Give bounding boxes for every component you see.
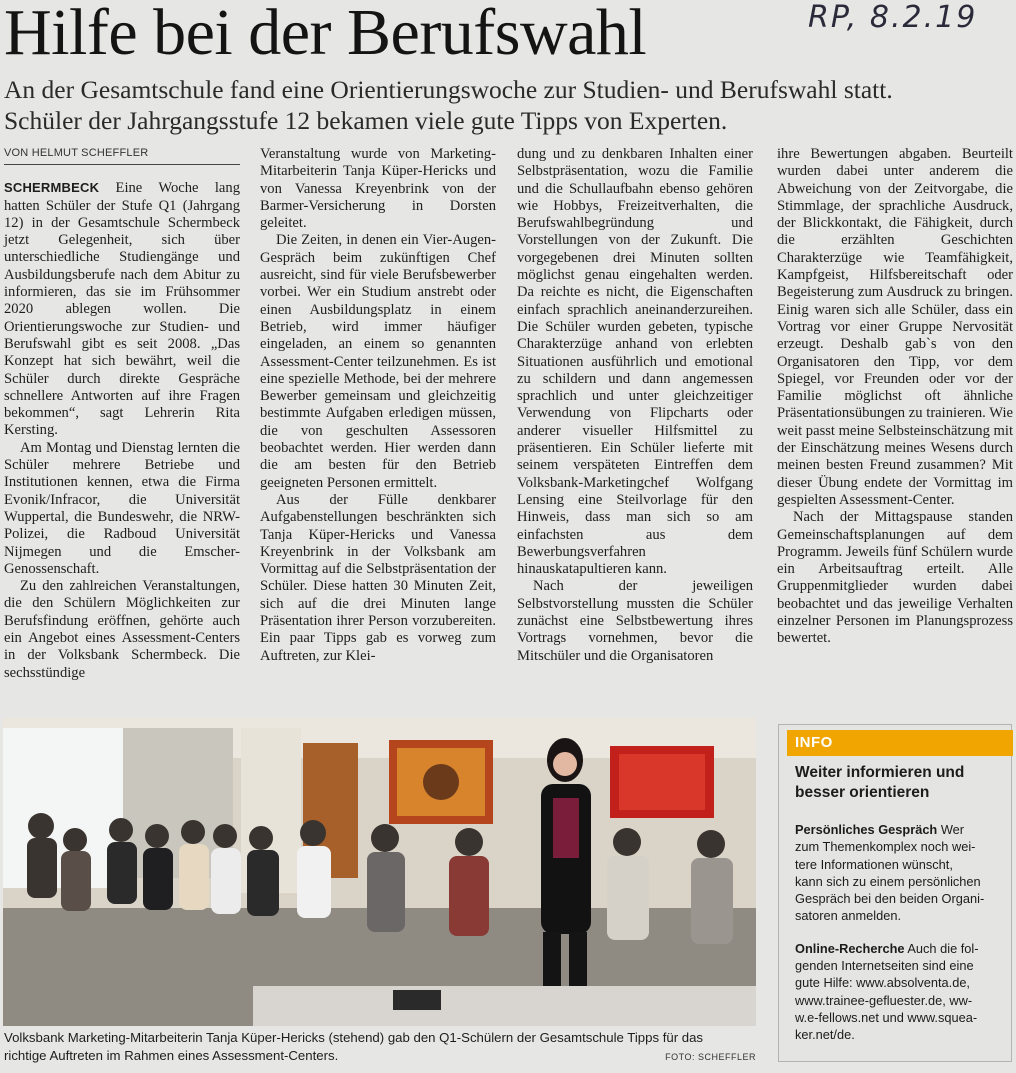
paragraph: Am Montag und Dienstag lernten die Schüler mehrere Betriebe und Institutionen kennen, etwa die Firma Evonik/Infracor, die Universität Wuppertal, die Bundeswehr, die NRW-Polizei, die Radboud Universität Nijmegen und die Emscher-Genossenschaft. <box>4 439 240 577</box>
headline: Hilfe bei der Berufswahl <box>4 0 647 69</box>
paragraph: Die Zeiten, in denen ein Vier-Augen-Gespräch beim zukünftigen Chef ausreicht, sind für viele Berufsbewerber vorbei. Wer ein Studium anstrebt oder einen Ausbildungsplatz in einem Betrieb, wird immer häufiger eingeladen, an einem so genannten Assessment-Center teilzunehmen. Es ist eine spezielle Methode, bei der mehrere Bewerber gemeinsam und gleichzeitig bestimmte Aufgaben erledigen müssen, die von geschulten Assessoren beobachtet werden. Hier werden dann die am besten für den Betrieb geeigneten Personen ermittelt. <box>260 232 496 491</box>
text-column-2 <box>260 146 496 665</box>
photo-illustration <box>3 718 756 1026</box>
info-box <box>778 724 1012 1062</box>
info-paragraph-personal <box>795 821 1007 925</box>
info-line: gute Hilfe: www.absolventa.de, <box>795 975 970 991</box>
text-column-4 <box>777 146 1013 648</box>
text-column-1 <box>4 145 240 682</box>
info-line: tere Informationen wünscht, <box>795 856 953 872</box>
info-label: INFO <box>787 730 1013 756</box>
subhead-line: Schüler der Jahrgangsstufe 12 bekamen viele gute Tipps von Experten. <box>4 106 728 135</box>
subheadline <box>4 74 1009 136</box>
info-line: w.e-fellows.net und www.squea- <box>795 1009 978 1025</box>
paragraph: Nach der jeweiligen Selbstvorstellung mussten die Schüler zunächst eine Selbstbewertung ihres Vortrags vornehmen, bevor die Mitschüler und die Organisatoren <box>517 578 753 664</box>
paragraph <box>4 179 240 439</box>
info-title-line: Weiter informieren und <box>795 764 965 781</box>
info-line <box>795 821 1007 838</box>
photo-credit: FOTO: SCHEFFLER <box>665 1052 756 1062</box>
caption-line: Volksbank Marketing-Mitarbeiterin Tanja Küper-Hericks (stehend) gab den Q1-Schülern der Gesamtschule Tipps für das <box>4 1030 704 1045</box>
info-line: www.trainee-gefluester.de, ww- <box>795 992 973 1008</box>
paragraph: Veranstaltung wurde von Marketing-Mitarbeiterin Tanja Küper-Hericks und von Vanessa Kreyenbrink von der Barmer-Versicherung in Dorsten geleitet. <box>260 146 496 232</box>
paragraph: ihre Bewertungen abgaben. Beurteilt wurden dabei unter anderem die Abweichung von der Zeitvorgabe, die Stimmlage, der sprachliche Ausdruck, der Blickkontakt, die Fähigkeit, durch die erzählten Geschichten Charakterzüge wie Teamfähigkeit, Kampfgeist, Hilfsbereitschaft oder Begeisterung zum Ausdruck zu bringen. Einig waren sich alle Schüler, dass ein Vortrag vor einer Gruppe Nervosität erzeugt. Deshalb gab`s von den Organisatoren den Tipp, vor dem Spiegel, vor Freunden oder vor der Familie möglichst oft ähnliche Präsentationsübungen zu trainieren. Wie weit passt meine Selbsteinschätzung mit der Einschätzung meines Wesens durch meinen besten Freund zusammen? Mit dieser Übung endete der Vormittag im gespielten Assessment-Center. <box>777 146 1013 508</box>
info-line-text: Wer <box>937 822 965 837</box>
info-body <box>795 821 1007 1044</box>
info-title <box>795 763 1009 803</box>
paragraph: dung und zu denkbaren Inhalten einer Selbstpräsentation, wozu die Familie und die Schullaufbahn ebenso gehören wie Hobbys, Freizeitverhalten, die Berufswahlbegründung und Vorstellungen von der Zukunft. Die vorgegebenen drei Minuten sollten möglichst genau eingehalten werden. Da reichte es nicht, die Eigenschaften einfach sprachlich aneinanderzureihen. Die Schüler wurden gebeten, typische Charakterzüge anhand von erlebten Situationen ausführlich und emotional zu schildern und dann angemessen sprachlich und unter gleichzeitiger Verwendung von Flipcharts oder anderer visueller Hilfsmittel zu präsentieren. Ein Schüler lieferte mit seinem verspäteten Eintreffen dem Volksbank-Marketingchef Wolfgang Lensing eine Steilvorlage für den Hinweis, dass man sich so am einfachsten aus dem Bewerbungsverfahren hinauskatapultieren kann. <box>517 146 753 578</box>
info-line: Gespräch bei den beiden Organi- <box>795 891 985 907</box>
info-paragraph-online <box>795 940 1007 1044</box>
info-line: ker.net/de. <box>795 1027 855 1043</box>
info-line-text: Auch die fol- <box>904 940 979 956</box>
info-title-line: besser orientieren <box>795 784 930 801</box>
caption-line: richtige Auftreten im Rahmen eines Assessment-Centers. <box>4 1048 339 1063</box>
subhead-line: An der Gesamtschule fand eine Orientierungswoche zur Studien- und Berufswahl statt. <box>4 75 893 104</box>
text-column-3 <box>517 146 753 665</box>
paragraph: Zu den zahlreichen Veranstaltungen, die den Schülern Möglichkeiten zur Berufsfindung eröffnen, gehörte auch ein Angebot eines Assessment-Centers in der Volksbank Schermbeck. Die sechsstündige <box>4 578 240 681</box>
info-line: kann sich zu einem persönlichen <box>795 873 981 889</box>
photo-caption <box>4 1029 756 1065</box>
article-photo <box>3 718 756 1026</box>
paragraph: Aus der Fülle denkbarer Aufgabenstellungen beschränkten sich Tanja Küper-Hericks und Vanessa Kreyenbrink in der Volksbank am Vormittag auf die Selbstpräsentation der Schüler. Diese hatten 30 Minuten Zeit, sich auf die drei Minuten lange Präsentation ihrer Person vorzubereiten. Ein paar Tipps gab es vorweg zum Auftreten, zur Klei- <box>260 491 496 664</box>
info-subhead: Persönliches Gespräch <box>795 822 938 837</box>
info-line: genden Internetseiten sind eine <box>795 958 974 974</box>
paragraph: Nach der Mittagspause standen Gemeinschaftsplanungen auf dem Programm. Jeweils fünf Schülern wurde ein Arbeitsauftrag erteilt. Alle Gruppenmitglieder wurden dabei beobachtet und das jeweilige Verhalten einzelner Personen im Planungsprozess bewertet. <box>777 509 1013 647</box>
dateline: SCHERMBECK <box>4 180 100 196</box>
byline: VON HELMUT SCHEFFLER <box>4 145 240 165</box>
info-line: zum Themenkomplex noch wei- <box>795 839 976 855</box>
paragraph-text: Eine Woche lang hatten Schüler der Stufe Q1 (Jahrgang 12) in der Gesamtschule Schermbeck jetzt Gelegenheit, sich über unterschiedliche Studiengänge und Ausbildungsberufe nach dem Abitur zu informieren, das sie im Frühsommer 2020 ablegen wollen. Die Orientierungswoche zur Studien- und Berufswahl gibt es seit 2008. „Das Konzept hat sich bewährt, weil die Schüler durch direkte Gespräche schnellere Antworten auf ihre Fragen bekommen“, sagt Lehrerin Rita Kersting. <box>4 180 240 439</box>
info-subhead: Online-Recherche <box>795 940 905 956</box>
info-line: satoren anmelden. <box>795 908 901 924</box>
info-line <box>795 940 1007 957</box>
handwritten-date-note: RP, 8.2.19 <box>808 0 978 35</box>
